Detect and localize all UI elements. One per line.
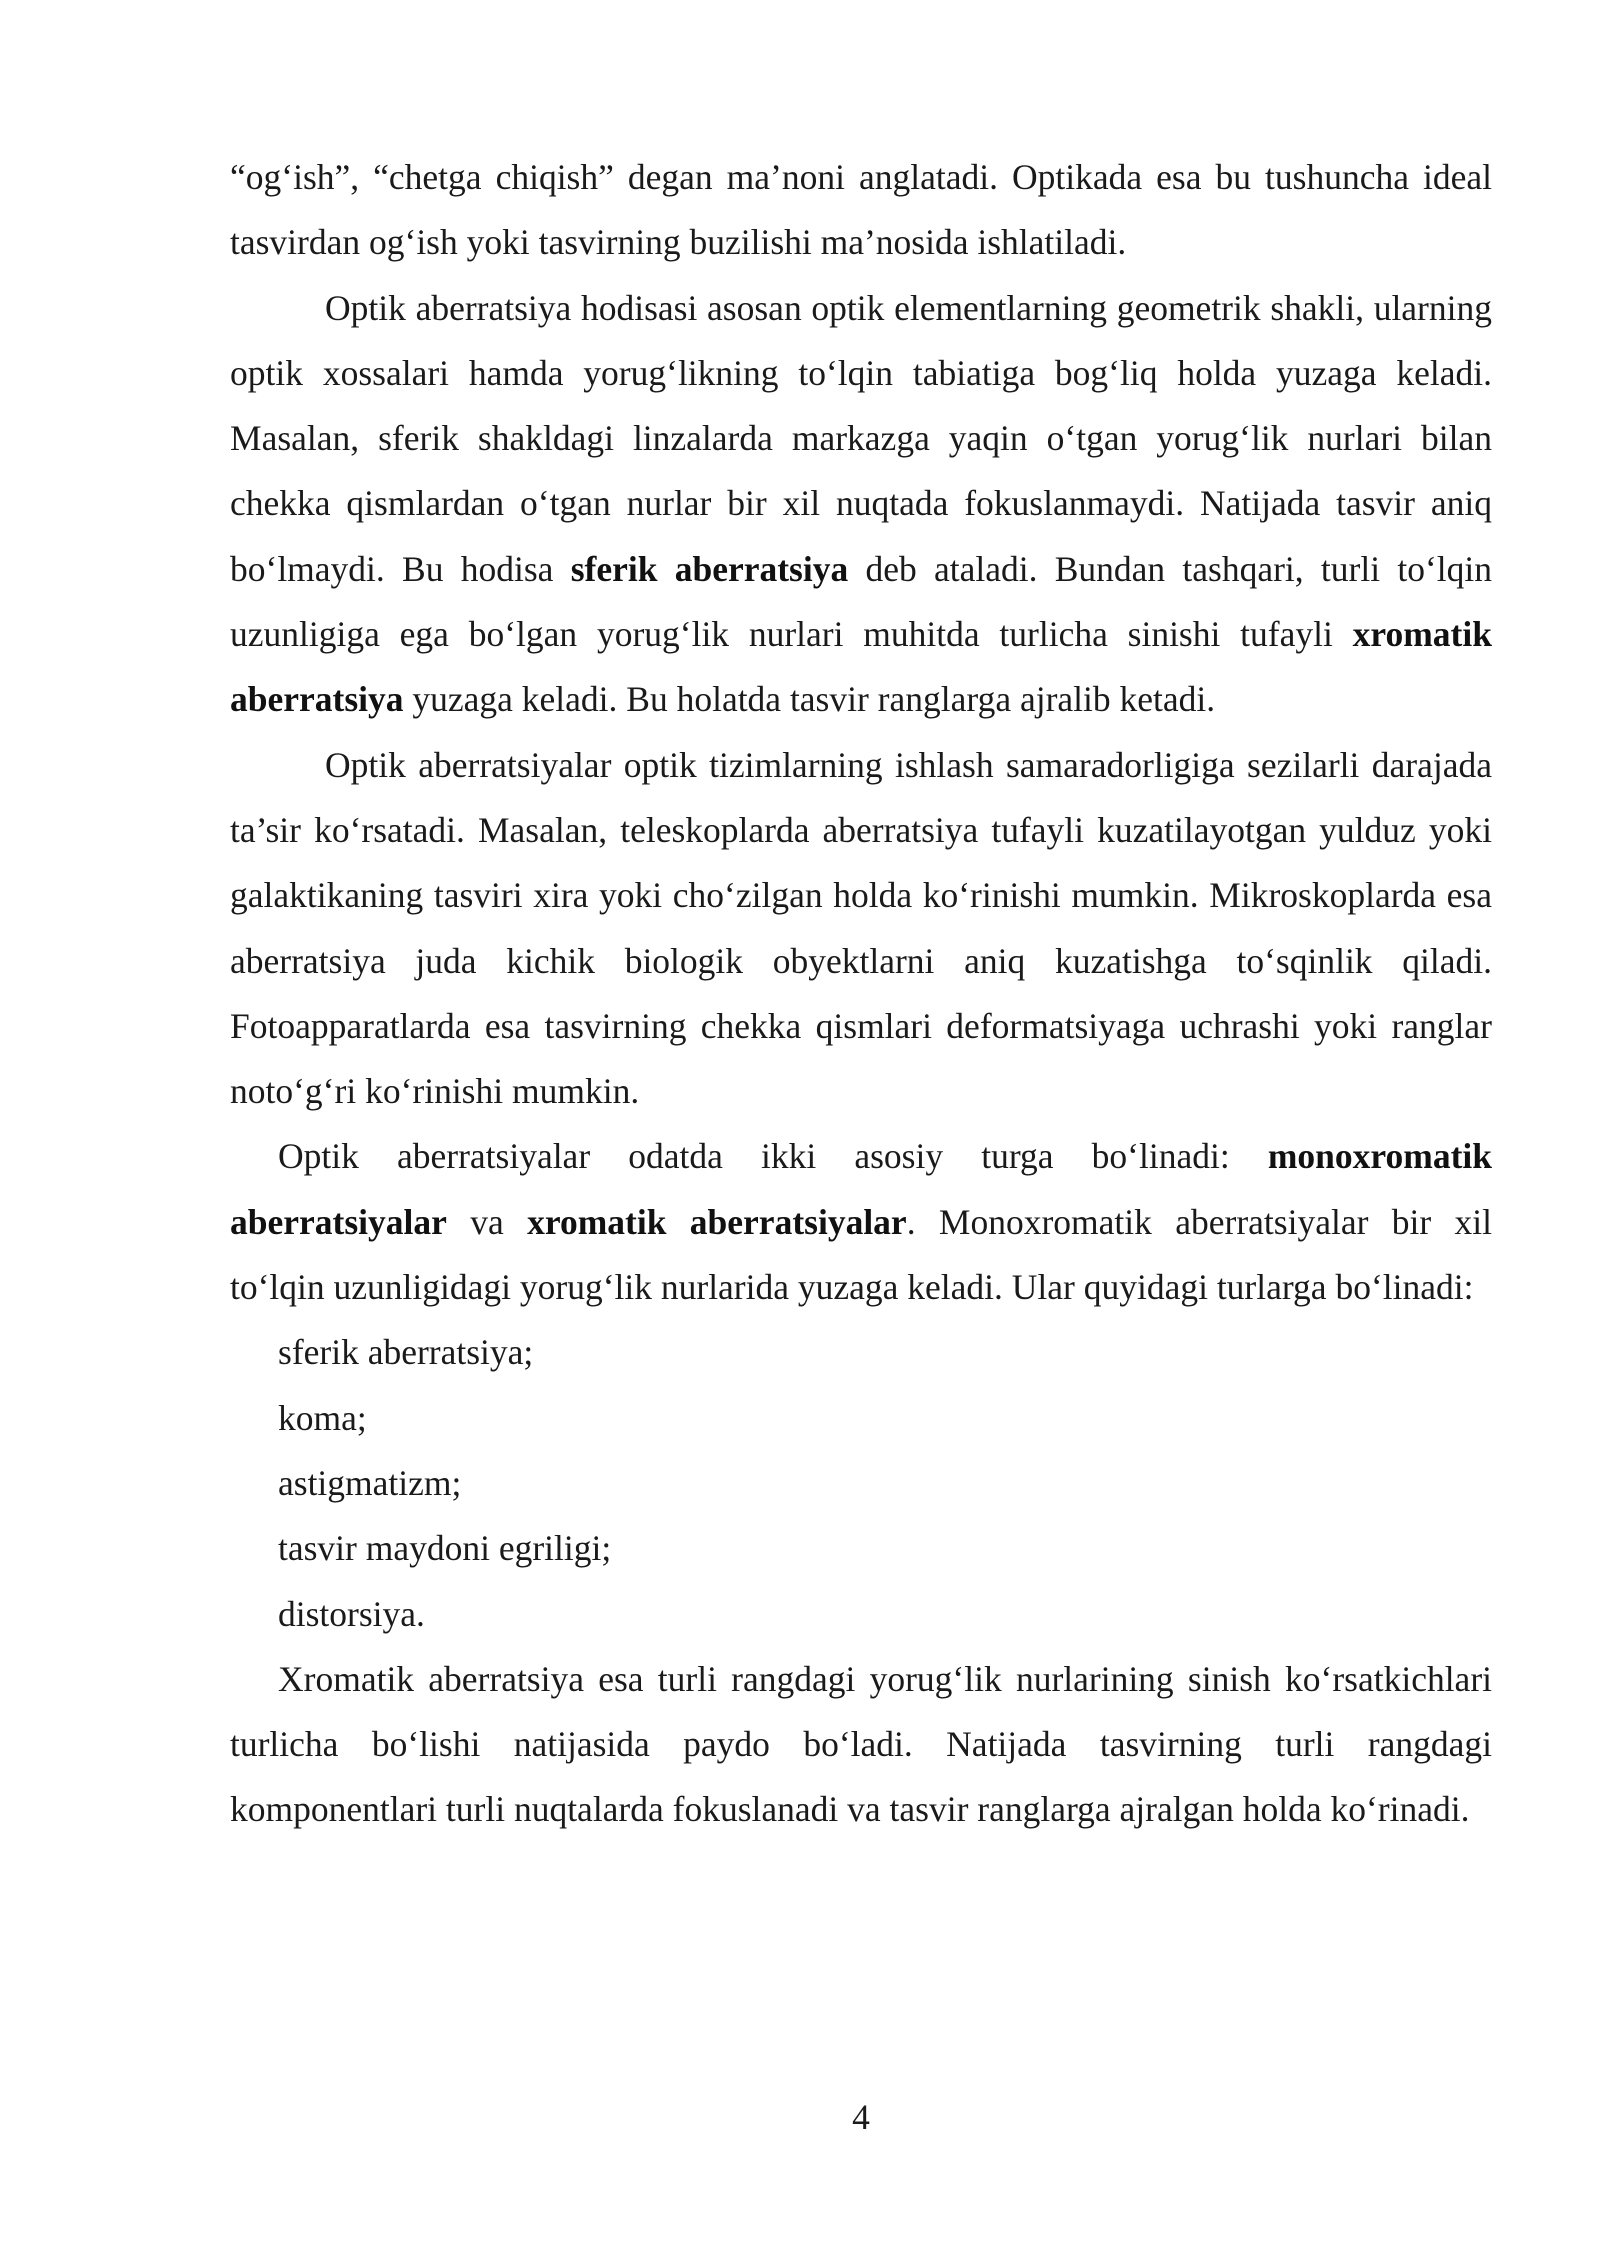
list-item: koma; <box>278 1397 367 1438</box>
paragraph-text: yuzaga keladi. Bu holatda tasvir ranglarga ajralib ketadi. <box>403 679 1216 720</box>
paragraph-aberration-effects: Optik aberratsiyalar optik tizimlarning ishlash samaradorligiga sezilarli darajada ta’sir ko‘rsatadi. Masalan, teleskoplarda aberratsiya tufayli kuzatilayotgan yulduz yoki galaktikaning tasviri xira yoki cho‘zilgan holda ko‘rinishi mumkin. Mikroskoplarda esa aberratsiya juda kichik biologik obyektlarni aniq kuzatishga to‘sqinlik qiladi. Fotoapparatlarda esa tasvirning chekka qismlari deformatsiyaga uchrashi yoki ranglar noto‘g‘ri ko‘rinishi mumkin. <box>230 744 1492 1112</box>
page-number: 4 <box>852 2097 870 2137</box>
paragraph-text: Optik aberratsiya hodisasi asosan optik elementlarning geometrik shakli, ularning optik xossalari hamda yorug‘likning to‘lqin tabiatiga bog‘liq holda yuzaga keladi. Masalan, sferik shakldagi linzalarda markazga yaqin o‘tgan yorug‘lik nurlari bilan chekka qismlardan o‘tgan nurlar bir xil nuqtada fokuslanmaydi. Natijada tasvir aniq bo‘lmaydi. Bu hodisa <box>230 287 1492 589</box>
page-body <box>230 145 1492 1843</box>
paragraph-chromatic-description: Xromatik aberratsiya esa turli rangdagi yorug‘lik nurlarining sinish ko‘rsatkichlari turlicha bo‘lishi natijasida paydo bo‘ladi. Natijada tasvirning turli rangdagi komponentlari turli nuqtalarda fokuslanadi va tasvir ranglarga ajralgan holda ko‘rinadi. <box>230 1658 1492 1830</box>
paragraph-aberration-causes <box>230 276 1492 733</box>
list-item: distorsiya. <box>278 1593 425 1634</box>
paragraph-text: Optik aberratsiyalar odatda ikki asosiy turga bo‘linadi: <box>278 1136 1268 1177</box>
term-monochromatic-aberrations: monoxromatik aberratsiyalar <box>230 1136 1492 1242</box>
term-chromatic-aberration: xromatik aberratsiya <box>230 614 1492 720</box>
list-item: sferik aberratsiya; <box>278 1332 534 1373</box>
list-item: tasvir maydoni egriligi; <box>278 1528 612 1569</box>
paragraph-text: . Monoxromatik aberratsiyalar bir xil to‘lqin uzunligidagi yorug‘lik nurlarida yuzaga keladi. Ular quyidagi turlarga bo‘linadi: <box>230 1201 1493 1308</box>
paragraph-text: va <box>446 1201 528 1242</box>
term-spherical-aberration: sferik aberratsiya <box>570 548 849 589</box>
paragraph-intro-continuation: “og‘ish”, “chetga chiqish” degan ma’noni anglatadi. Optikada esa bu tushuncha ideal tasvirdan og‘ish yoki tasvirning buzilishi ma’nosida ishlatiladi. <box>230 157 1492 263</box>
term-chromatic-aberrations: xromatik aberratsiyalar <box>527 1201 907 1242</box>
monochromatic-types-list <box>230 1320 1492 1646</box>
list-item: astigmatizm; <box>278 1462 462 1503</box>
paragraph-aberration-types <box>230 1124 1492 1320</box>
paragraph-text: deb ataladi. Bundan tashqari, turli to‘lqin uzunligiga ega bo‘lgan yorug‘lik nurlari muhitda turlicha sinishi tufayli <box>230 548 1493 655</box>
